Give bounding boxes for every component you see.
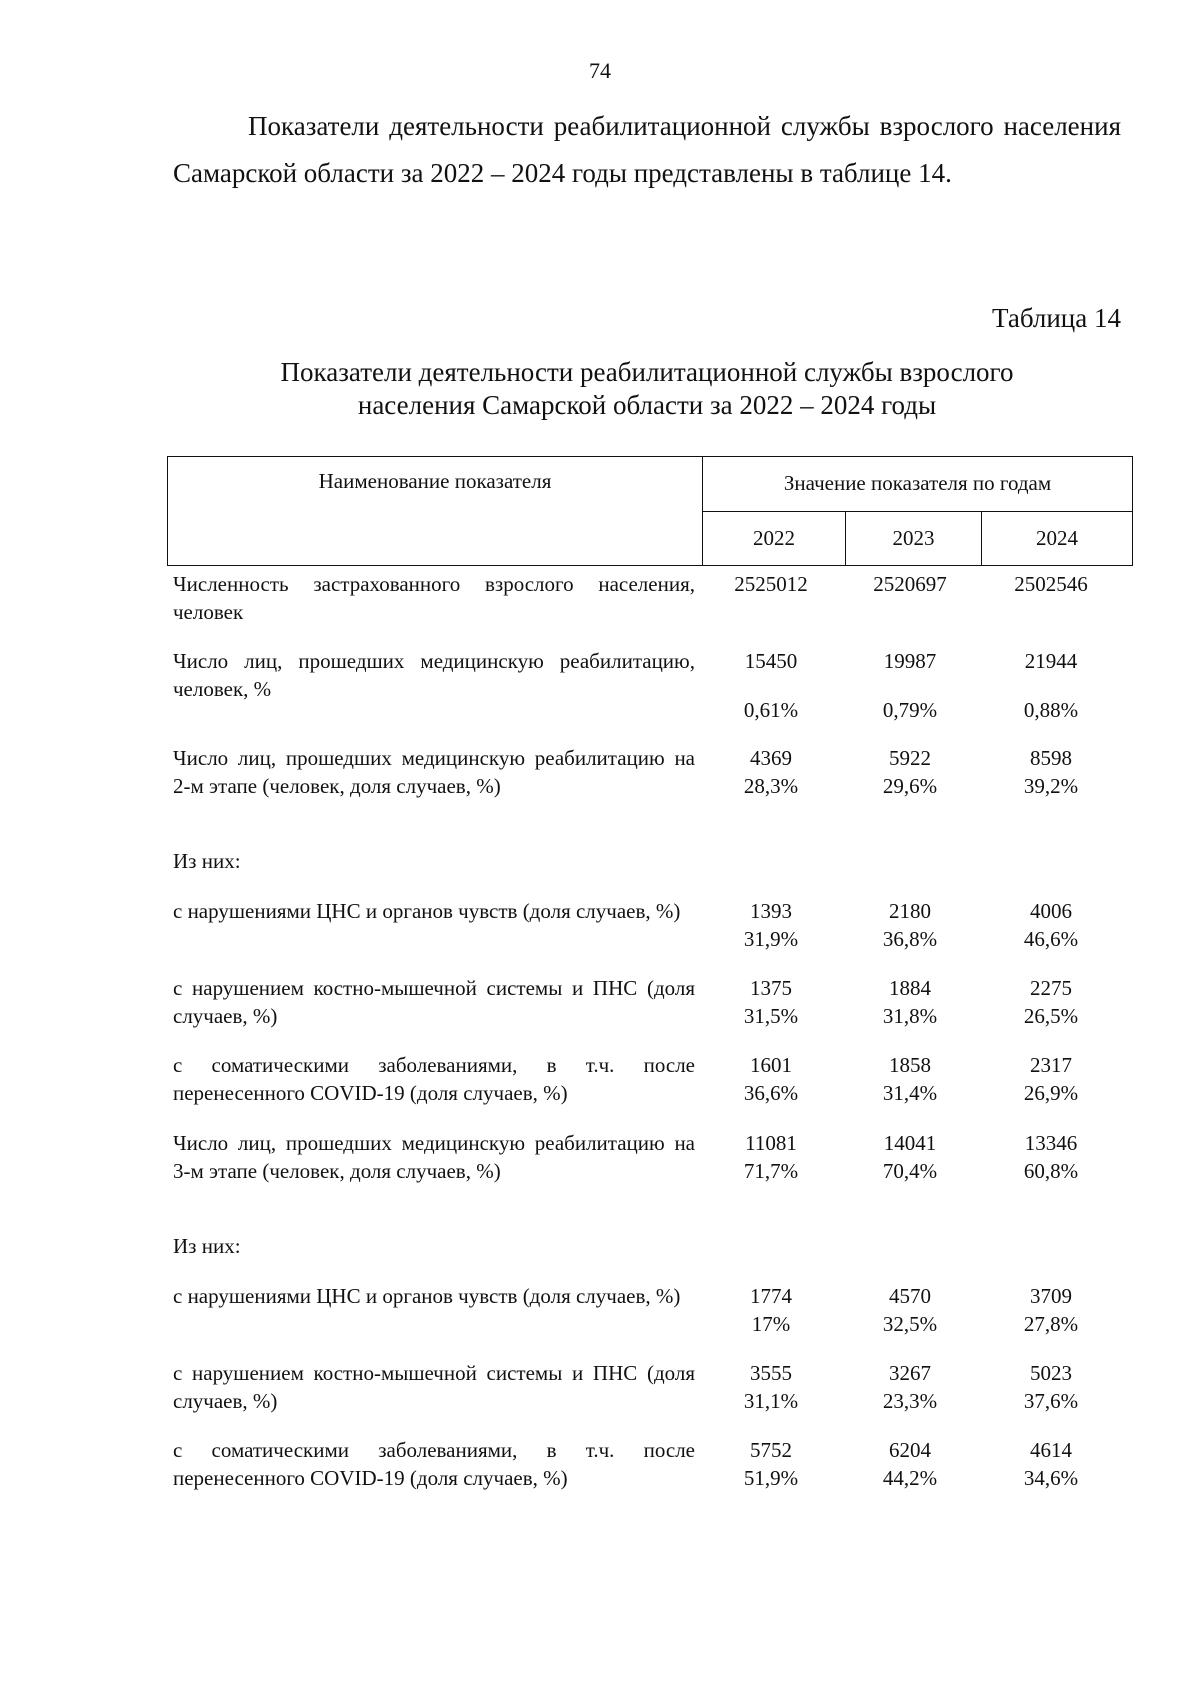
value-2022: 5752 51,9% — [743, 1438, 799, 1490]
value-2023: 6204 44,2% — [882, 1438, 938, 1490]
header-year-2024: 2024 — [982, 511, 1133, 566]
value-2023: 4570 32,5% — [882, 1284, 938, 1336]
table-caption: Таблица 14 — [992, 303, 1121, 333]
value-2023: 19987 0,79% — [882, 649, 938, 722]
value-2022: 4369 28,3% — [743, 746, 799, 798]
subgroup-label: Из них: — [173, 1234, 241, 1258]
value-2024: 3709 27,8% — [1023, 1284, 1079, 1336]
header-year-2023: 2023 — [846, 511, 982, 566]
table-header — [167, 456, 1133, 566]
page-number: 74 — [589, 58, 611, 83]
row-label: с соматическими заболеваниями, в т.ч. после перенесенного COVID-19 (доля случаев, %) — [173, 1438, 695, 1490]
value-2022: 3555 31,1% — [743, 1361, 799, 1413]
row-label: Число лиц, прошедших медицинскую реабилитацию на 2-м этапе (человек, доля случаев, %) — [173, 746, 695, 798]
value-2022: 1601 36,6% — [743, 1053, 799, 1105]
value-2024: 8598 39,2% — [1023, 746, 1079, 798]
value-2024: 4006 46,6% — [1023, 899, 1079, 951]
value-2024: 5023 37,6% — [1023, 1361, 1079, 1413]
header-year-2022: 2022 — [703, 511, 846, 566]
value-2024: 13346 60,8% — [1023, 1131, 1079, 1183]
value-2023: 2180 36,8% — [882, 899, 938, 951]
row-label: с нарушениями ЦНС и органов чувств (доля случаев, %) — [173, 1284, 681, 1308]
row-label: Число лиц, прошедших медицинскую реабилитацию, человек, % — [173, 649, 695, 701]
table-title-line-2: населения Самарской области за 2022 – 2024 годы — [357, 390, 937, 420]
value-2022: 1375 31,5% — [743, 976, 799, 1028]
value-2023: 5922 29,6% — [882, 746, 938, 798]
row-label: с нарушением костно-мышечной системы и ПНС (доля случаев, %) — [173, 976, 695, 1028]
table-title-line-1: Показатели деятельности реабилитационной службы взрослого — [280, 357, 1014, 387]
value-2024: 2317 26,9% — [1023, 1053, 1079, 1105]
value-2022: 1393 31,9% — [743, 899, 799, 951]
row-label: с нарушениями ЦНС и органов чувств (доля случаев, %) — [173, 899, 681, 923]
value-2023: 3267 23,3% — [882, 1361, 938, 1413]
row-label: Число лиц, прошедших медицинскую реабилитацию на 3-м этапе (человек, доля случаев, %) — [173, 1131, 695, 1183]
value-2024: 4614 34,6% — [1023, 1438, 1079, 1490]
intro-paragraph: Показатели деятельности реабилитационной службы взрослого населения Самарской области за 2022 – 2024 годы представлены в таблице 14. — [173, 111, 1121, 188]
row-label: с нарушением костно-мышечной системы и ПНС (доля случаев, %) — [173, 1361, 695, 1413]
value-2023: 2520697 — [873, 572, 947, 596]
value-2022: 1774 17% — [750, 1284, 792, 1336]
value-2024: 21944 0,88% — [1023, 649, 1079, 722]
value-2022: 2525012 — [734, 572, 808, 596]
value-2023: 1884 31,8% — [882, 976, 938, 1028]
value-2024: 2502546 — [1014, 572, 1088, 596]
table-title — [173, 356, 1121, 422]
header-value-group: Значение показателя по годам — [703, 457, 1133, 512]
row-label: с соматическими заболеваниями, в т.ч. после перенесенного COVID-19 (доля случаев, %) — [173, 1053, 695, 1105]
value-2024: 2275 26,5% — [1023, 976, 1079, 1028]
value-2023: 14041 70,4% — [882, 1131, 938, 1183]
value-2022: 15450 0,61% — [743, 649, 799, 722]
value-2022: 11081 71,7% — [743, 1131, 799, 1183]
value-2023: 1858 31,4% — [882, 1053, 938, 1105]
header-name-column: Наименование показателя — [168, 457, 703, 566]
subgroup-label: Из них: — [173, 849, 241, 873]
row-label: Численность застрахованного взрослого населения, человек — [173, 572, 695, 624]
